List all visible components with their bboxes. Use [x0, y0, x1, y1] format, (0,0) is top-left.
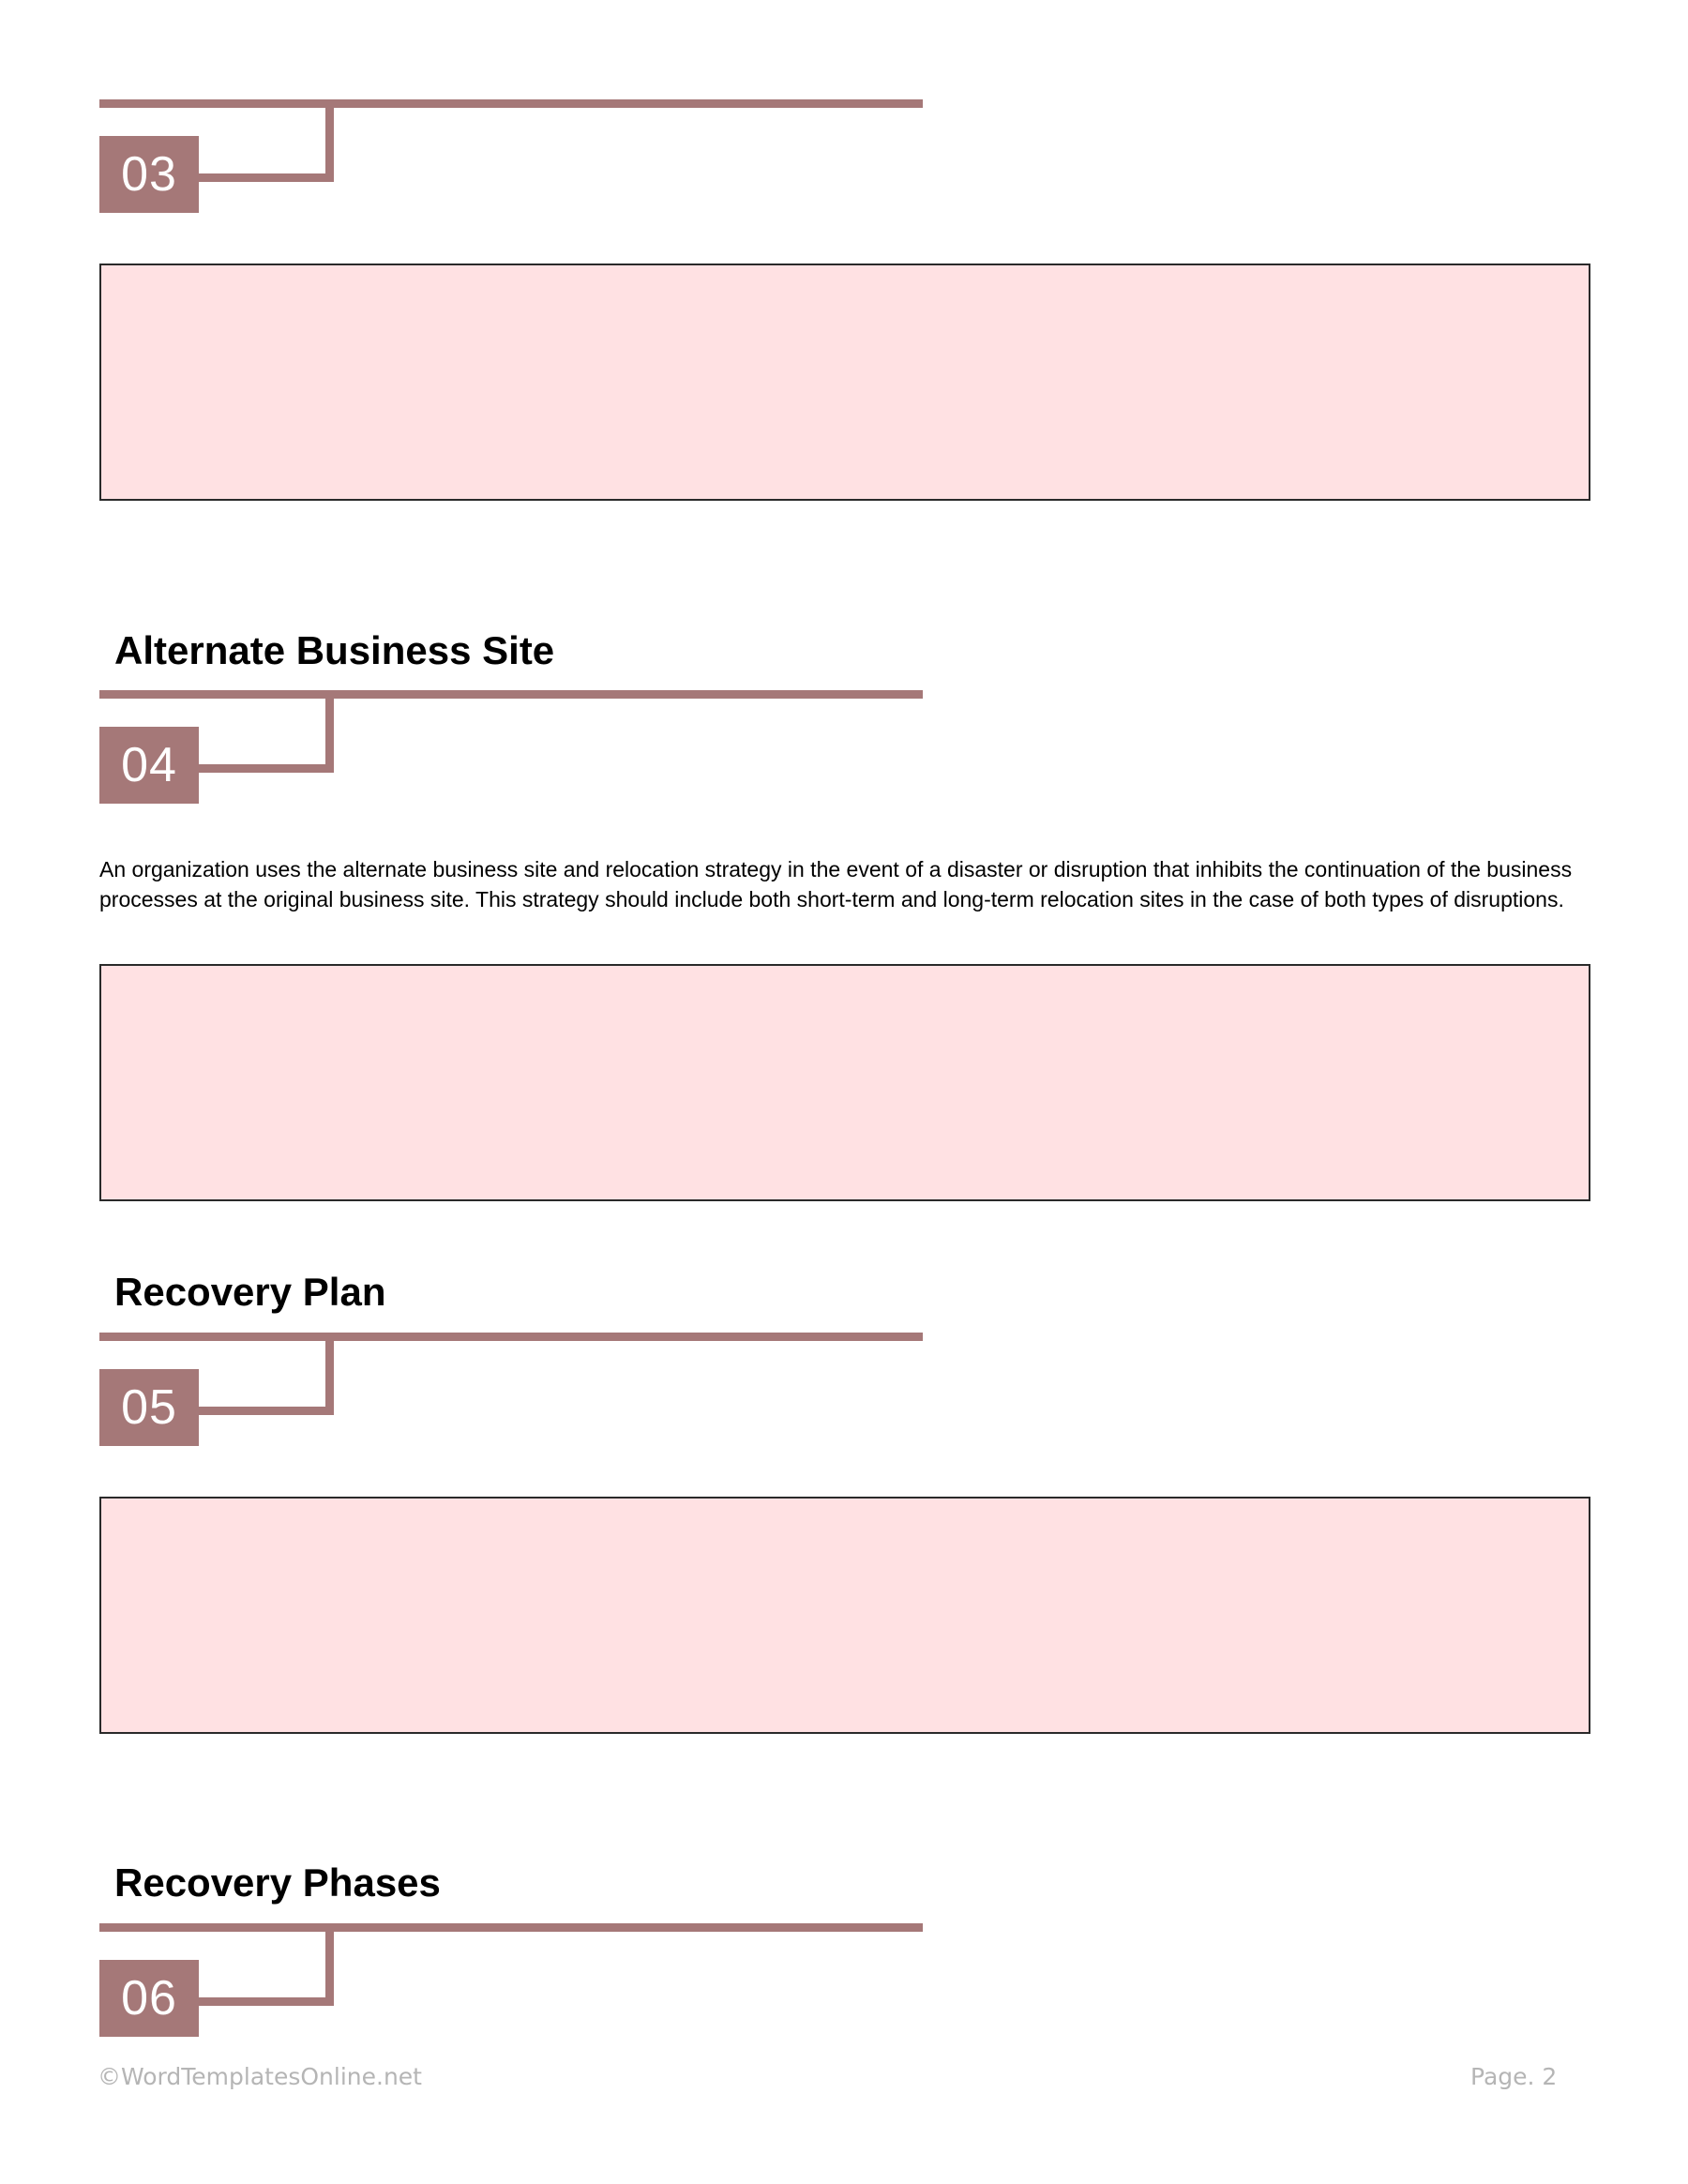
- divider-line: [99, 690, 923, 699]
- section-title: Alternate Business Site: [114, 628, 555, 672]
- text-entry-box-03[interactable]: [99, 264, 1590, 501]
- connector-hook: [197, 764, 334, 773]
- section-number-badge: 05: [99, 1369, 199, 1446]
- connector-line: [325, 1923, 334, 2006]
- connector-hook: [197, 173, 334, 182]
- connector-line: [325, 690, 334, 773]
- section-description: An organization uses the alternate business site and relocation strategy in the event of a disaster or disruption that inhibits the continuation of the business processes at the original business site. This strategy should include both short-term and long-term relocation sites in the case of both types of disruptions.: [99, 857, 1573, 911]
- text-entry-box-04[interactable]: [99, 964, 1590, 1201]
- text-entry-box-05[interactable]: [99, 1497, 1590, 1734]
- section-title: Recovery Plan: [114, 1270, 386, 1314]
- connector-hook: [197, 1407, 334, 1415]
- section-number-badge: 03: [99, 136, 199, 213]
- footer-copyright: ©WordTemplatesOnline.net: [98, 2063, 422, 2090]
- section-number-badge: 04: [99, 727, 199, 804]
- section-title: Recovery Phases: [114, 1860, 441, 1905]
- connector-line: [325, 99, 334, 182]
- footer-page-number: Page. 2: [1470, 2063, 1558, 2090]
- divider-line: [99, 99, 923, 108]
- connector-line: [325, 1333, 334, 1415]
- section-number-badge: 06: [99, 1960, 199, 2037]
- connector-hook: [197, 1997, 334, 2006]
- divider-line: [99, 1923, 923, 1932]
- divider-line: [99, 1333, 923, 1341]
